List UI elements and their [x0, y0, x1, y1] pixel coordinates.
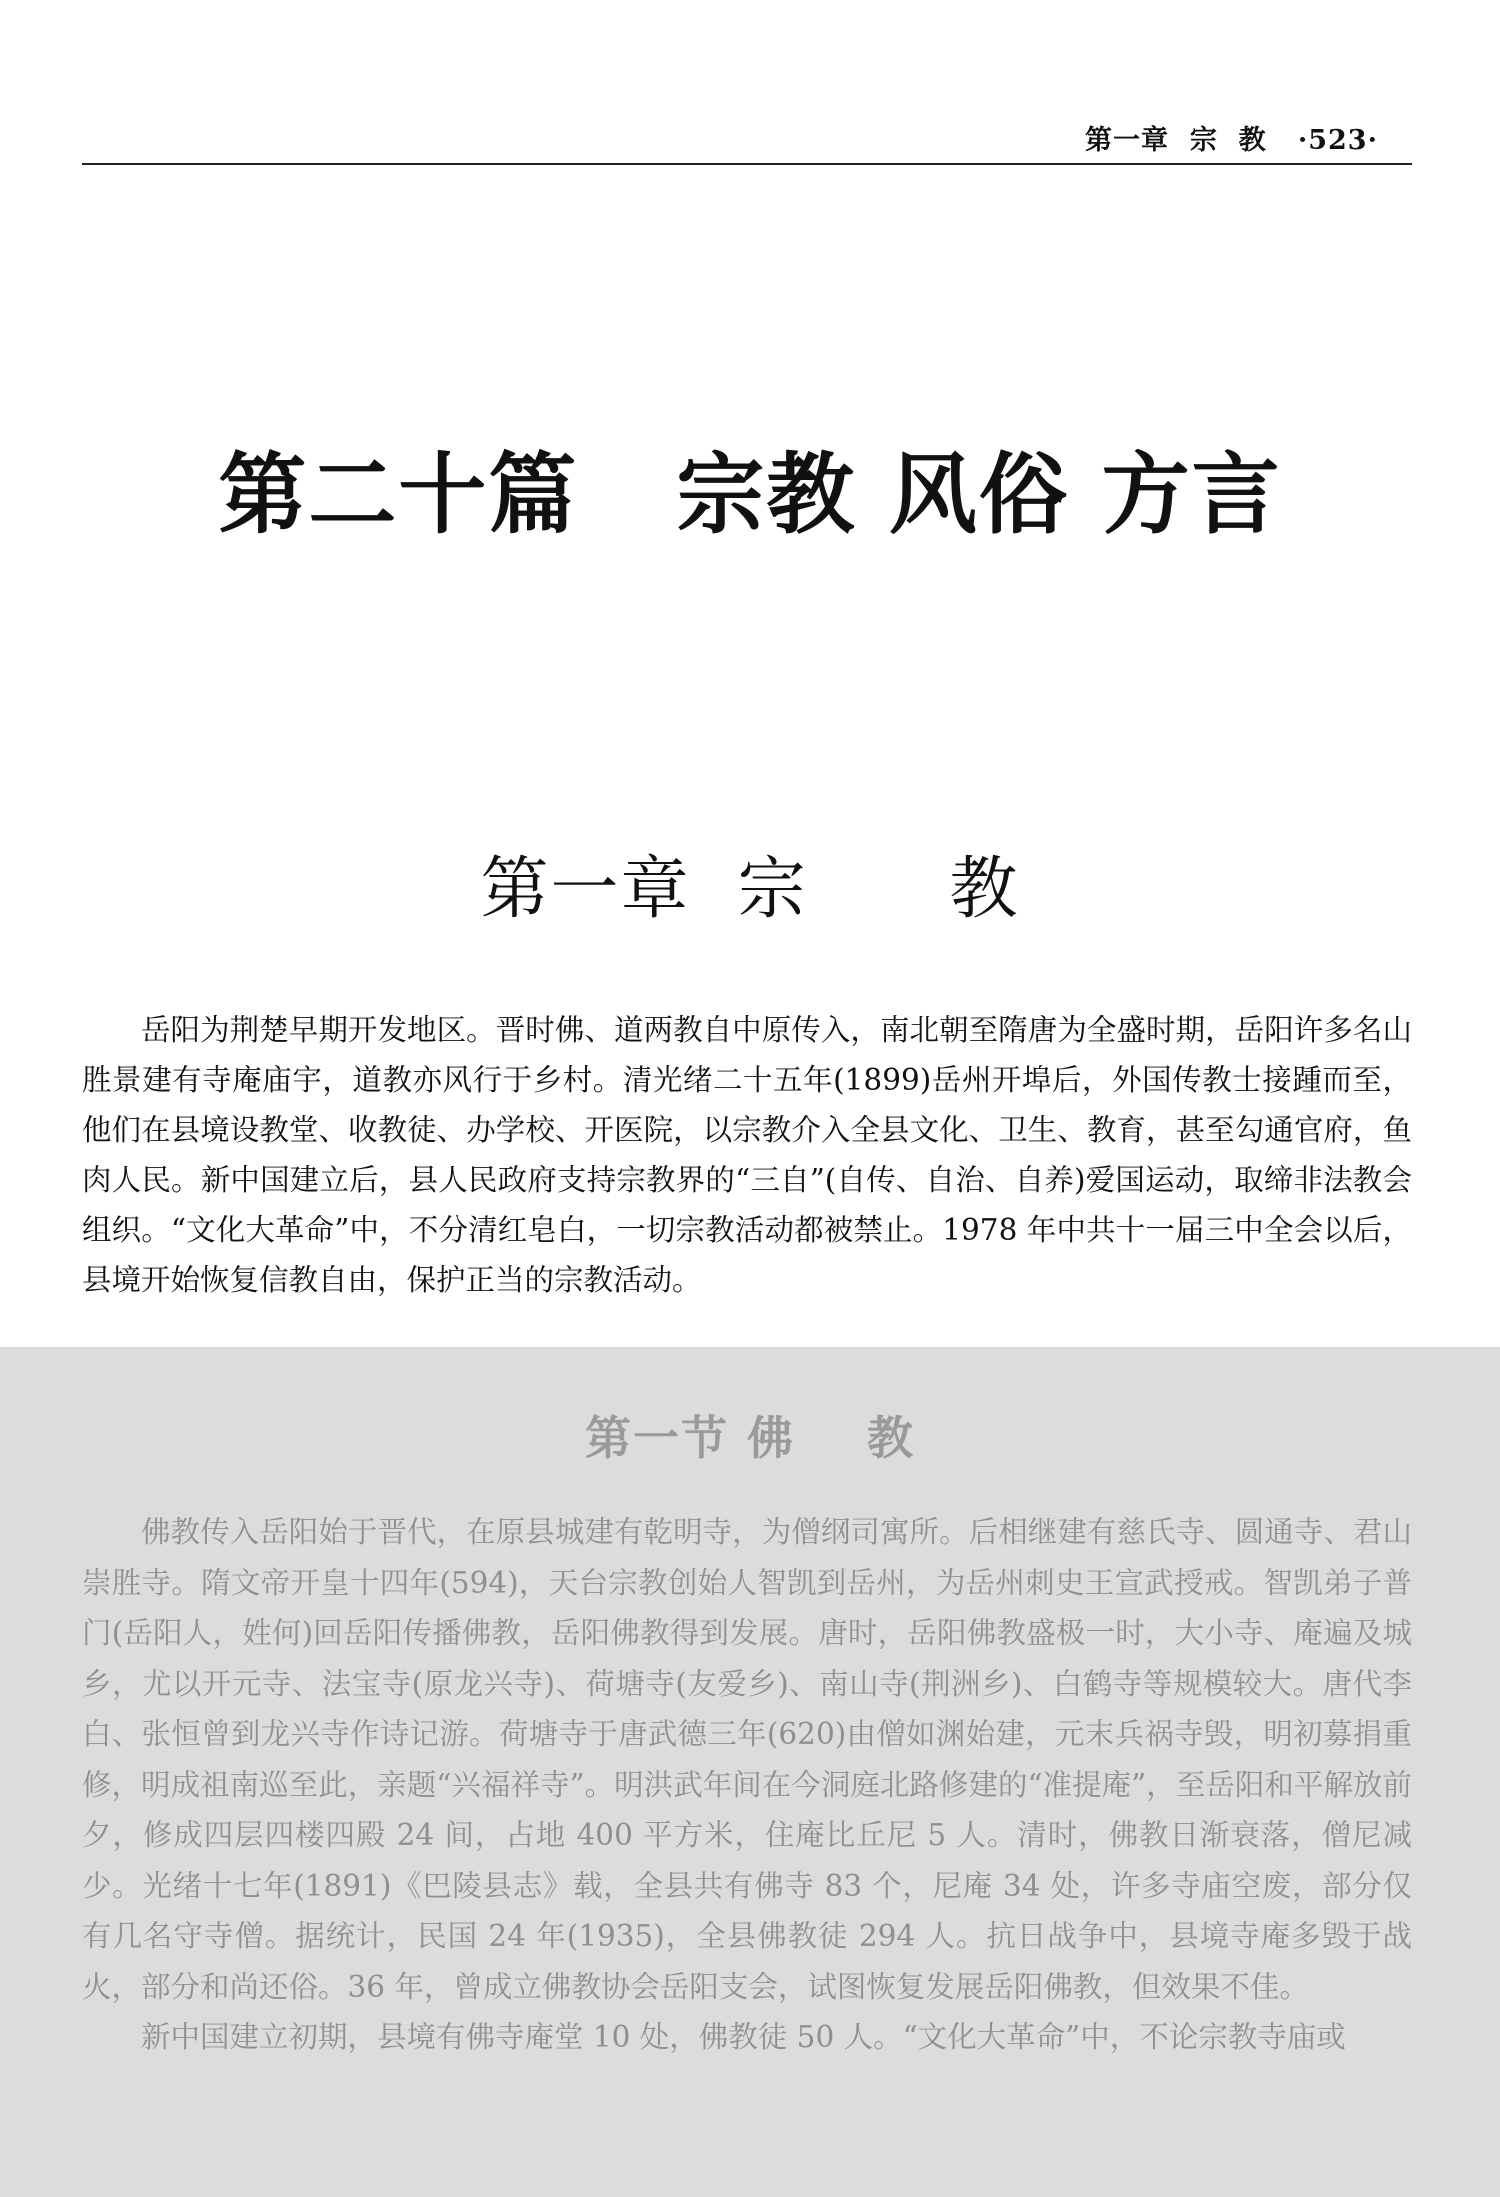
section-title: 第一节 佛 教	[584, 1411, 916, 1465]
section-body	[82, 1507, 1412, 2063]
section-paragraph-1: 佛教传入岳阳始于晋代，在原县城建有乾明寺，为僧纲司寓所。后相继建有慈氏寺、圆通寺、君山 崇胜寺。隋文帝开皇十四年(594)，天台宗教创始人智凯到岳州，为岳州刺史王宣武授戒。智凯弟子普门(岳阳人，姓何)回岳阳传播佛教，岳阳佛教得到发展。唐时，岳阳佛教盛极一时，大小寺、庵遍及城乡，尤以开元寺、法宝寺(原龙兴寺)、荷塘寺(友爱乡)、南山寺(荆洲乡)、白鹤寺等规模较大。唐代李白、张恒曾到龙兴寺作诗记游。荷塘寺于唐武德三年(620)由僧如渊始建，元末兵祸寺毁，明初募捐重修，明成祖南巡至此，亲题“兴福祥寺”。明洪武年间在今洞庭北路修建的“准提庵”，至岳阳和平解放前夕，修成四层四楼四殿 24 间，占地 400 平方米，住庵比丘尼 5 人。清时，佛教日渐衰落，僧尼减少。光绪十七年(1891)《巴陵县志》载，全县共有佛寺 83 个，尼庵 34 处，许多寺庙空废，部分仅有几名守寺僧。据统计，民国 24 年(1935)，全县佛教徒 294 人。抗日战争中，县境寺庵多毁于战火，部分和尚还俗。36 年，曾成立佛教协会岳阳支会，试图恢复发展岳阳佛教，但效果不佳。	[82, 1515, 1412, 2004]
chapter-title: 第一章 宗 教	[480, 850, 1020, 929]
section-paragraph-2: 新中国建立初期，县境有佛寺庵堂 10 处，佛教徒 50 人。“文化大革命”中，不论宗教寺庙或	[141, 2020, 1346, 2054]
intro-paragraph: 岳阳为荆楚早期开发地区。晋时佛、道两教自中原传入，南北朝至隋唐为全盛时期，岳阳许多名山胜景建有寺庵庙宇，道教亦风行于乡村。清光绪二十五年(1899)岳州开埠后，外国传教士接踵而至，他们在县境设教堂、收教徒、办学校、开医院，以宗教介入全县文化、卫生、教育，甚至勾通官府，鱼肉人民。新中国建立后，县人民政府支持宗教界的“三自”(自传、自治、自养)爱国运动，取缔非法教会组织。“文化大革命”中，不分清红皂白，一切宗教活动都被禁止。1978 年中共十一届三中全会以后，县境开始恢复信教自由，保护正当的宗教活动。	[82, 1013, 1412, 1297]
running-header: 第一章 宗 教 ·523·	[1085, 125, 1378, 156]
section-buddhism	[0, 1347, 1500, 2197]
header-rule	[82, 163, 1412, 165]
part-title: 第二十篇 宗教 风俗 方言	[218, 443, 1282, 546]
chapter-intro	[82, 1005, 1412, 1305]
